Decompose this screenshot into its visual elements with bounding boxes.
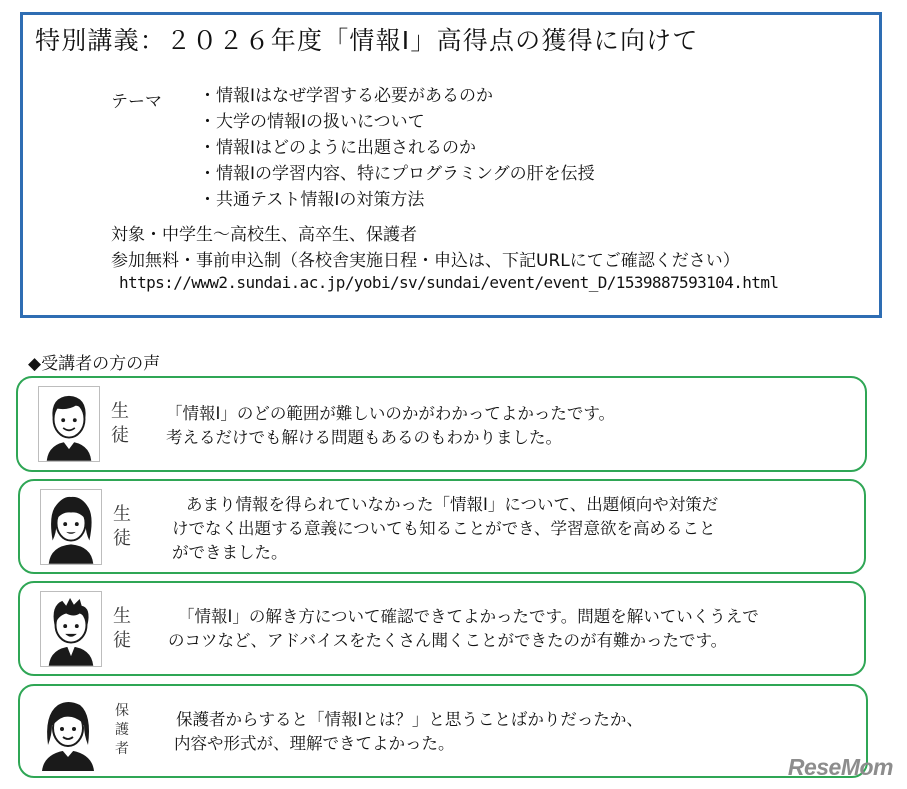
boy-student-icon [38,386,100,462]
event-info-box [20,12,882,318]
theme-item: ・大学の情報Ⅰの扱いについて [199,112,425,132]
role-label-parent: 保 護 者 [115,703,129,757]
voice-comment: 「情報Ⅰ」の解き方について確認できてよかったです。問題を解いていくうえで のコツなど、アドバイスをたくさん聞くことができたのが有難かったです。 [168,607,759,650]
role-label-student: 生 徒 [113,606,131,651]
role-label-student: 生 徒 [111,401,129,446]
event-title: 特別講義：２０２６年度「情報Ⅰ」高得点の獲得に向けて [35,26,699,55]
resemom-logo: ReseMom [787,754,893,780]
parent-woman-icon [36,693,100,771]
role-label-student: 生 徒 [113,504,131,549]
theme-item: ・共通テスト情報Ⅰの対策方法 [199,190,425,210]
girl-student-icon [40,489,102,565]
boy-student-spiky-icon [40,591,102,667]
voice-card [18,581,866,676]
fee-and-registration: 参加無料・事前申込制（各校舎実施日程・申込は、下記URLにてご確認ください） [111,251,740,271]
target-audience: 対象・中学生～高校生、高卒生、保護者 [111,225,417,245]
voice-comment: あまり情報を得られていなかった「情報Ⅰ」について、出題傾向や対策だ けでなく出題する意義についても知ることができ、学習意欲を高めること ができました。 [172,495,719,562]
voice-comment: 保護者からすると「情報Ⅰとは？」と思うことばかりだったか、 内容や形式が、理解できてよかった。 [174,710,643,753]
theme-item: ・情報Ⅰの学習内容、特にプログラミングの肝を伝授 [199,164,595,184]
theme-item: ・情報Ⅰはなぜ学習する必要があるのか [199,86,494,106]
voice-card [18,479,866,574]
voice-comment: 「情報Ⅰ」のどの範囲が難しいのかがわかってよかったです。 考えるだけでも解ける問題もあるのもわかりました。 [166,404,616,447]
theme-item: ・情報Ⅰはどのように出題されるのか [199,138,477,158]
theme-label: テーマ [111,92,162,112]
voice-card [18,684,868,778]
theme-list [199,87,595,217]
voices-heading: ◆受講者の方の声 [28,354,161,374]
voice-card [16,376,867,472]
event-url-link[interactable]: https://www2.sundai.ac.jp/yobi/sv/sundai/event/event_D/1539887593104.html [119,273,779,292]
